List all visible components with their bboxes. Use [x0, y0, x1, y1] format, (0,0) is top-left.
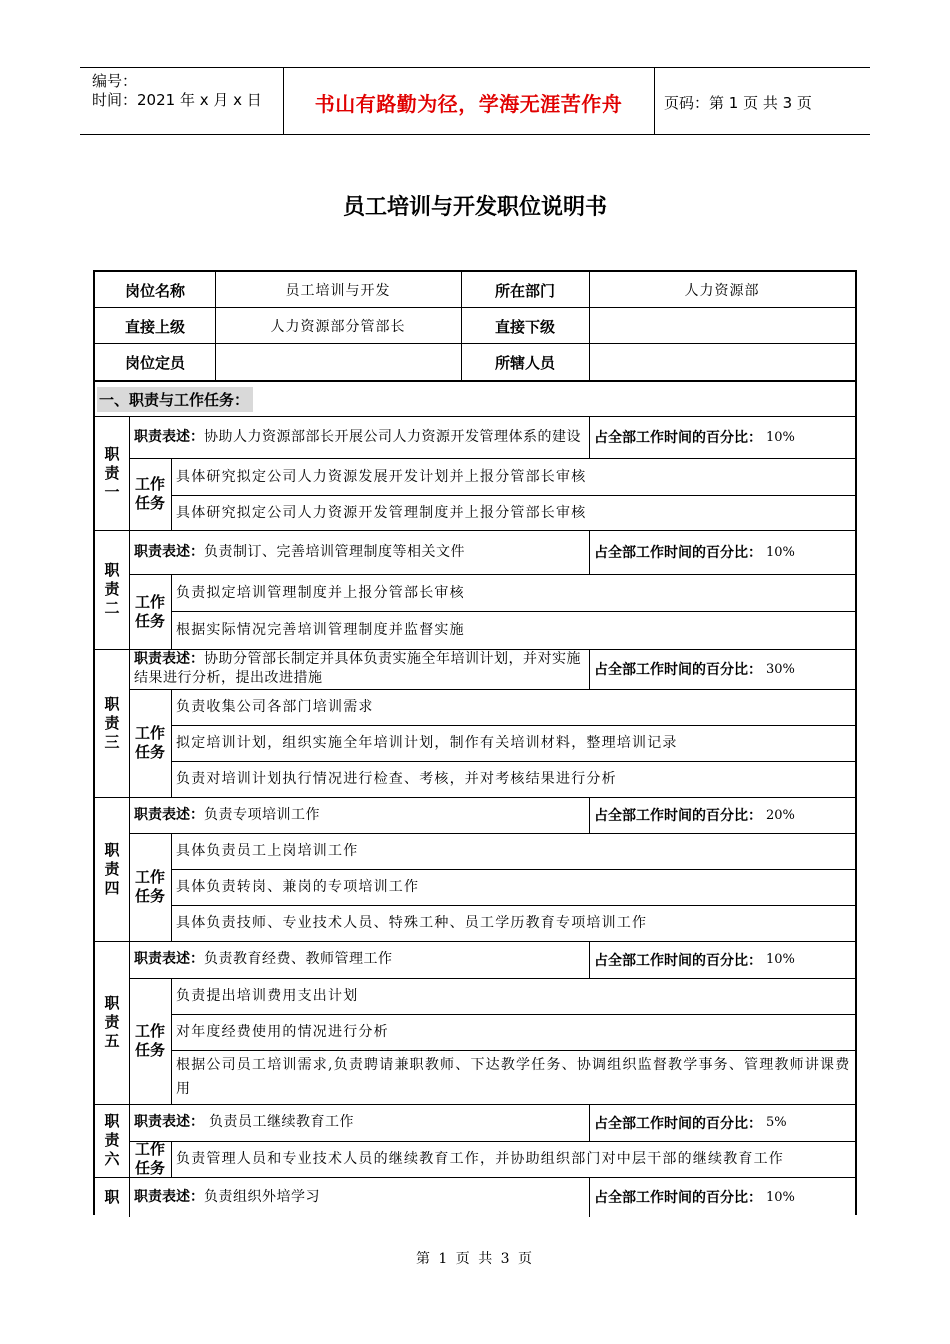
duty-name: 职 责 五 [104, 994, 120, 1050]
header-page-info: 页码：第 1 页 共 3 页 [664, 94, 812, 112]
duty-description [131, 416, 587, 458]
doc-time-label: 时间：2021 年 x 月 x 日 [92, 91, 262, 109]
duty-description [131, 1104, 587, 1141]
staffing-value [215, 344, 461, 380]
duty-description-label: 职责表述： [134, 1188, 204, 1205]
duty-description [131, 530, 587, 574]
time-percentage [589, 1177, 855, 1217]
task-item: 拟定培训计划，组织实施全年培训计划，制作有关培训材料，整理培训记录 [176, 735, 678, 751]
duty-name: 职 责 三 [104, 694, 120, 751]
duty-name: 职 责 四 [104, 840, 120, 897]
task-item: 具体研究拟定公司人力资源开发管理制度并上报分管部长审核 [176, 504, 587, 521]
task-item: 具体研究拟定公司人力资源发展开发计划并上报分管部长审核 [176, 468, 587, 485]
duty-description-wrap [134, 543, 465, 562]
managed-value [589, 344, 855, 380]
duty-description-label: 职责表述： [134, 806, 204, 823]
time-percentage-label: 占全部工作时间的百分比： [594, 952, 762, 969]
time-percentage-label: 占全部工作时间的百分比： [594, 808, 762, 824]
subordinate-label: 直接下级 [494, 317, 555, 336]
duty-description-text: 负责专项培训工作 [204, 806, 320, 823]
duty-description-wrap [134, 650, 587, 688]
duty-name: 职 责 二 [104, 561, 120, 617]
task-item: 具体负责员工上岗培训工作 [176, 843, 359, 859]
doc-number-label: 编号： [92, 72, 138, 90]
managed-label: 所辖人员 [494, 353, 555, 372]
duty-description-wrap [134, 1113, 354, 1132]
duty-description-wrap [134, 1188, 320, 1207]
time-percentage [589, 649, 855, 689]
time-percentage-label: 占全部工作时间的百分比： [594, 662, 762, 678]
grid-line [129, 1177, 130, 1217]
header-bottom-rule [80, 134, 870, 135]
time-percentage-value: 10% [766, 429, 795, 445]
duty-description-text: 负责组织外培学习 [204, 1188, 320, 1205]
duty-description-text: 负责教育经费、教师管理工作 [204, 951, 393, 967]
time-percentage [589, 1104, 855, 1141]
task-item: 负责收集公司各部门培训需求 [176, 699, 374, 715]
work-task-label: 工作 任务 [134, 1140, 165, 1177]
task-item: 负责对培训计划执行情况进行检查、考核，并对考核结果进行分析 [176, 771, 617, 787]
superior-label: 直接上级 [124, 317, 185, 336]
duty-description-label: 职责表述： [134, 951, 204, 967]
duty-description-label: 职责表述： [134, 651, 204, 667]
task-item: 负责拟定培训管理制度并上报分管部长审核 [176, 584, 465, 601]
staffing-label: 岗位定员 [124, 353, 185, 372]
task-item: 负责管理人员和专业技术人员的继续教育工作，并协助组织部门对中层干部的继续教育工作 [176, 1151, 784, 1167]
time-percentage-value: 10% [766, 952, 795, 967]
time-percentage-value: 30% [766, 661, 795, 677]
time-percentage [589, 941, 855, 978]
task-item: 根据公司员工培训需求,负责聘请兼职教师、下达教学任务、协调组织监督教学事务、管理教师讲课费用 [176, 1057, 851, 1097]
subordinate-value [589, 308, 855, 344]
position-name-value: 员工培训与开发 [285, 283, 391, 299]
task-item: 具体负责技师、专业技术人员、特殊工种、员工学历教育专项培训工作 [176, 915, 648, 931]
work-task-label: 工作 任务 [134, 724, 165, 761]
time-percentage-label: 占全部工作时间的百分比： [594, 430, 762, 446]
duty-description-wrap [134, 428, 581, 447]
superior-value: 人力资源部分管部长 [270, 319, 406, 335]
time-percentage-value: 10% [766, 1189, 795, 1205]
time-percentage-label: 占全部工作时间的百分比： [594, 1190, 762, 1206]
header-divider [654, 67, 655, 135]
duty-description-wrap [134, 806, 320, 825]
header-top-rule [80, 67, 870, 68]
work-task-label: 工作 任务 [134, 1022, 165, 1059]
time-percentage [589, 797, 855, 833]
section-heading: 一、职责与工作任务： [97, 382, 855, 416]
duty-description-text: 协助人力资源部部长开展公司人力资源开发管理体系的建设 [204, 428, 581, 445]
task-item: 负责提出培训费用支出计划 [176, 988, 359, 1004]
duty-description-text: 负责员工继续教育工作 [204, 1114, 354, 1130]
department-label: 所在部门 [494, 281, 555, 300]
page-footer: 第 1 页 共 3 页 [415, 1251, 535, 1267]
task-item: 对年度经费使用的情况进行分析 [176, 1024, 389, 1040]
position-name-label: 岗位名称 [124, 281, 185, 300]
duty-description-label: 职责表述： [134, 1114, 204, 1130]
duty-name: 职 [104, 1187, 120, 1206]
time-percentage-value: 10% [766, 544, 795, 560]
duty-name: 职 责 一 [104, 444, 120, 501]
task-item: 具体负责转岗、兼岗的专项培训工作 [176, 879, 420, 895]
time-percentage-label: 占全部工作时间的百分比： [594, 1115, 762, 1132]
duty-description-label: 职责表述： [134, 428, 204, 445]
time-percentage [589, 530, 855, 574]
duty-name: 职 责 六 [104, 1112, 120, 1168]
page-title: 员工培训与开发职位说明书 [342, 195, 607, 220]
duty-description [131, 797, 587, 833]
time-percentage-value: 5% [766, 1115, 787, 1130]
duty-description-text: 负责制订、完善培训管理制度等相关文件 [204, 543, 465, 560]
time-percentage-value: 20% [766, 807, 795, 823]
work-task-label: 工作 任务 [134, 868, 165, 905]
job-description-table [93, 270, 857, 1215]
duty-description-label: 职责表述： [134, 543, 204, 560]
duty-description [131, 941, 587, 978]
time-percentage [589, 416, 855, 458]
duty-description-wrap [134, 950, 393, 969]
work-task-label: 工作 任务 [134, 592, 165, 630]
duty-description [131, 1177, 587, 1217]
work-task-label: 工作 任务 [134, 475, 165, 512]
duty-description [131, 649, 587, 689]
task-item: 根据实际情况完善培训管理制度并监督实施 [176, 622, 465, 638]
department-value: 人力资源部 [684, 283, 760, 299]
duty-description-text: 协助分管部长制定并具体负责实施全年培训计划，并对实施结果进行分析，提出改进措施 [134, 651, 581, 686]
time-percentage-label: 占全部工作时间的百分比： [594, 545, 762, 561]
header-motto: 书山有路勤为径，学海无涯苦作舟 [314, 92, 623, 116]
